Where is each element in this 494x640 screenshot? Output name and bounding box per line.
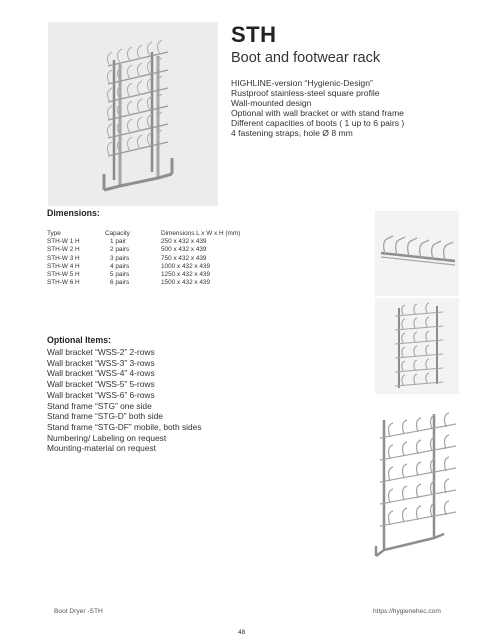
- feature-item: HIGHLINE-version “Hygienic-Design”: [231, 78, 373, 88]
- product-photo-stand-rack: [48, 22, 218, 206]
- table-cell: 4 pairs: [110, 262, 130, 270]
- table-cell: STH-W 6 H: [47, 279, 80, 287]
- product-photo-stand-frame: [370, 410, 462, 562]
- list-item: Mounting-material on request: [47, 443, 156, 454]
- feature-item: Wall-mounted design: [231, 97, 312, 108]
- table-cell: STH-W 2 H: [47, 246, 80, 254]
- table-cell: 3 pairs: [110, 254, 130, 262]
- table-cell: STH-W 5 H: [47, 271, 80, 279]
- list-item: Stand frame “STG-D” both side: [47, 411, 163, 422]
- table-header-row: [47, 230, 240, 238]
- feature-item: Optional with wall bracket or with stand frame: [231, 107, 404, 118]
- table-row: [47, 238, 240, 246]
- table-row: [47, 271, 240, 279]
- table-cell: 500 x 432 x 439: [161, 246, 207, 254]
- table-cell: 750 x 432 x 439: [161, 254, 207, 262]
- table-row: [47, 255, 240, 263]
- table-cell: 1000 x 432 x 439: [161, 262, 211, 270]
- footer-website-link[interactable]: https://hygienehec.com: [373, 608, 441, 615]
- list-item: Numbering/ Labeling on request: [47, 432, 167, 443]
- feature-item: Different capacities of boots ( 1 up to 6 pairs ): [231, 117, 405, 128]
- table-cell: STH-W 1 H: [47, 238, 80, 246]
- table-row: [47, 279, 240, 287]
- table-cell: 6 pairs: [110, 279, 130, 287]
- footer-document-title: Boot Dryer -STH: [54, 608, 103, 615]
- table-cell: 2 pairs: [110, 246, 130, 254]
- list-item: Wall bracket “WSS-6” 6-rows: [47, 389, 155, 400]
- list-item: Wall bracket “WSS-2” 2-rows: [47, 347, 155, 357]
- table-cell: STH-W 4 H: [47, 262, 80, 270]
- table-header-cell: Dimensions L x W x H (mm): [161, 230, 241, 237]
- list-item: Wall bracket “WSS-5” 5-rows: [47, 379, 155, 390]
- list-item: Stand frame “STG” one side: [47, 400, 152, 411]
- dimensions-table: [47, 230, 240, 287]
- table-cell: 250 x 432 x 439: [161, 238, 207, 246]
- feature-item: 4 fastening straps, hole Ø 8 mm: [231, 127, 353, 138]
- table-row: [47, 263, 240, 271]
- product-photo-wall-bracket: [375, 298, 459, 394]
- product-code: STH: [231, 22, 277, 47]
- list-item: Wall bracket “WSS-3” 3-rows: [47, 357, 155, 368]
- table-row: [47, 246, 240, 254]
- table-cell: STH-W 3 H: [47, 254, 80, 262]
- table-cell: 1250 x 432 x 439: [161, 271, 211, 279]
- table-cell: 1500 x 432 x 439: [161, 279, 211, 287]
- table-cell: 5 pairs: [110, 271, 130, 279]
- list-item: Wall bracket “WSS-4” 4-rows: [47, 368, 155, 379]
- optional-items-list: [47, 347, 202, 454]
- table-header-cell: Type: [47, 230, 61, 237]
- optional-items-heading: Optional Items:: [47, 335, 112, 345]
- dimensions-heading: Dimensions:: [47, 208, 100, 218]
- feature-item: Rustproof stainless-steel square profile: [231, 87, 380, 98]
- page-number: 48: [238, 629, 246, 636]
- table-cell: 1 pair: [110, 238, 126, 246]
- product-name: Boot and footwear rack: [231, 50, 381, 66]
- feature-list: [231, 79, 404, 138]
- list-item: Stand frame “STG-DF” mobile, both sides: [47, 421, 202, 432]
- product-photo-single-row: [375, 211, 459, 296]
- table-header-cell: Capacity: [105, 230, 130, 237]
